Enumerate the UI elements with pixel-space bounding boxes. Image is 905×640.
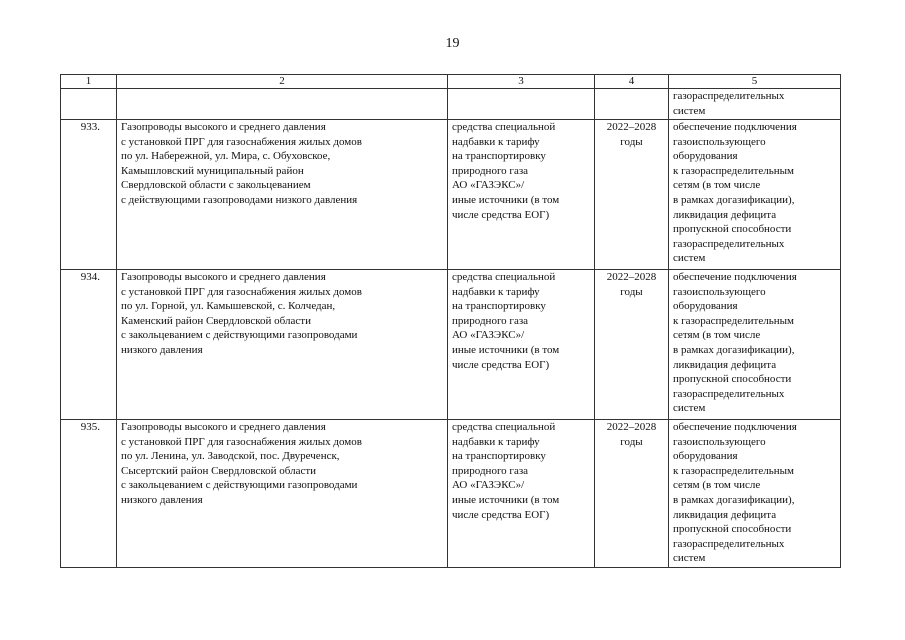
- header-col-3: 3: [448, 75, 595, 89]
- row-period: 2022–2028 годы: [595, 120, 669, 270]
- header-col-1: 1: [61, 75, 117, 89]
- row-source: средства специальной надбавки к тарифу на транспортировку природного газа АО «ГАЗЭКС»/ иные источники (в том числе средства ЕОГ): [448, 120, 595, 270]
- cont-cell-4: [595, 89, 669, 120]
- table-row: [61, 420, 841, 568]
- continuation-row: [61, 89, 841, 120]
- table-row: [61, 120, 841, 270]
- row-purpose: обеспечение подключения газоиспользующего оборудования к газораспределительным сетям (в том числе в рамках догазификации), ликвидация дефицита пропускной способности газораспределительных систем: [669, 420, 841, 568]
- row-purpose: обеспечение подключения газоиспользующего оборудования к газораспределительным сетям (в том числе в рамках догазификации), ликвидация дефицита пропускной способности газораспределительных систем: [669, 120, 841, 270]
- row-name: Газопроводы высокого и среднего давления с установкой ПРГ для газоснабжения жилых домов по ул. Ленина, ул. Заводской, пос. Двуреченск, Сысертский район Свердловской области с закольцеванием с действующими газопроводами низкого давления: [117, 420, 448, 568]
- header-row: [61, 75, 841, 89]
- cont-cell-3: [448, 89, 595, 120]
- cont-cell-purpose: газораспределительных систем: [669, 89, 841, 120]
- page-number: 19: [445, 36, 460, 51]
- row-source: средства специальной надбавки к тарифу на транспортировку природного газа АО «ГАЗЭКС»/ иные источники (в том числе средства ЕОГ): [448, 420, 595, 568]
- row-name: Газопроводы высокого и среднего давления с установкой ПРГ для газоснабжения жилых домов по ул. Набережной, ул. Мира, с. Обуховское, Камышловский муниципальный район Свердловской области с закольцеванием с действующими газопроводами низкого давления: [117, 120, 448, 270]
- header-col-5: 5: [669, 75, 841, 89]
- row-number: 933.: [61, 120, 117, 270]
- cont-cell-1: [61, 89, 117, 120]
- investment-table: [60, 74, 841, 568]
- cont-cell-2: [117, 89, 448, 120]
- row-period: 2022–2028 годы: [595, 420, 669, 568]
- row-number: 935.: [61, 420, 117, 568]
- row-source: средства специальной надбавки к тарифу на транспортировку природного газа АО «ГАЗЭКС»/ иные источники (в том числе средства ЕОГ): [448, 270, 595, 420]
- row-name: Газопроводы высокого и среднего давления с установкой ПРГ для газоснабжения жилых домов по ул. Горной, ул. Камышевской, с. Колчедан, Каменский район Свердловской области с закольцеванием с действующими газопроводами низкого давления: [117, 270, 448, 420]
- table-row: [61, 270, 841, 420]
- header-col-2: 2: [117, 75, 448, 89]
- row-period: 2022–2028 годы: [595, 270, 669, 420]
- row-number: 934.: [61, 270, 117, 420]
- header-col-4: 4: [595, 75, 669, 89]
- row-purpose: обеспечение подключения газоиспользующего оборудования к газораспределительным сетям (в том числе в рамках догазификации), ликвидация дефицита пропускной способности газораспределительных систем: [669, 270, 841, 420]
